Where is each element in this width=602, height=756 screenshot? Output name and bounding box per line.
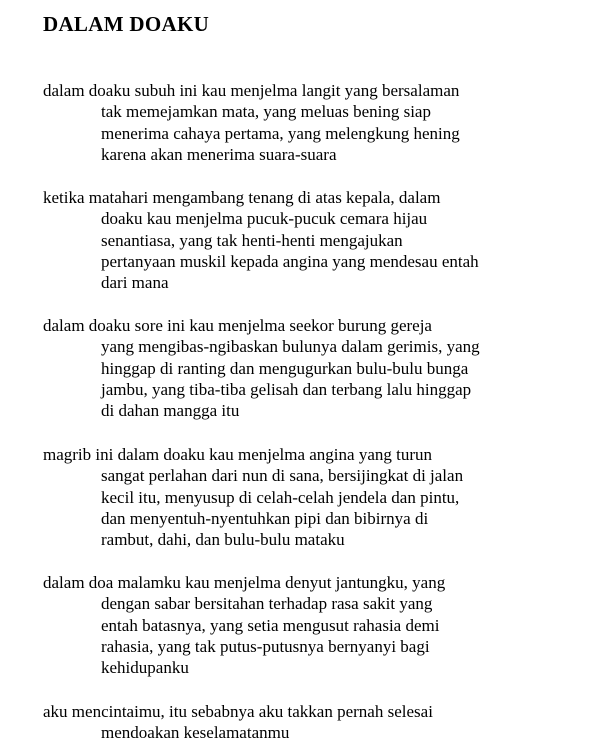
stanza-5 bbox=[43, 572, 583, 678]
stanza-4 bbox=[43, 444, 583, 550]
poem-line: jambu, yang tiba-tiba gelisah dan terbang lalu hinggap bbox=[101, 379, 472, 399]
poem-line: mendoakan keselamatanmu bbox=[101, 723, 290, 743]
poem-line: dalam doa malamku kau menjelma denyut jantungku, yang bbox=[43, 573, 446, 592]
poem-line: menerima cahaya pertama, yang melengkung hening bbox=[101, 123, 460, 143]
poem-line: entah batasnya, yang setia mengusut rahasia demi bbox=[101, 615, 440, 635]
poem-line: doaku kau menjelma pucuk-pucuk cemara hijau bbox=[101, 209, 428, 229]
poem-line: kehidupanku bbox=[101, 658, 189, 678]
poem-line: dengan sabar bersitahan terhadap rasa sakit yang bbox=[101, 594, 433, 614]
poem-line: rahasia, yang tak putus-putusnya bernyanyi bagi bbox=[101, 636, 430, 656]
poem-line: hinggap di ranting dan mengugurkan bulu-bulu bunga bbox=[101, 358, 469, 378]
poem-title: DALAM DOAKU bbox=[43, 12, 210, 36]
poem-line: yang mengibas-ngibaskan bulunya dalam gerimis, yang bbox=[101, 337, 480, 357]
poem-line: dari mana bbox=[101, 273, 169, 293]
poem-line: pertanyaan muskil kepada angina yang mendesau entah bbox=[101, 251, 479, 271]
stanza-6 bbox=[43, 701, 583, 744]
poem-line: tak memejamkan mata, yang meluas bening siap bbox=[101, 102, 431, 122]
poem-line: sangat perlahan dari nun di sana, bersijingkat di jalan bbox=[101, 466, 464, 486]
stanza-1 bbox=[43, 80, 583, 165]
poem-line: ketika matahari mengambang tenang di atas kepala, dalam bbox=[43, 188, 441, 207]
poem-line: senantiasa, yang tak henti-henti mengajukan bbox=[101, 230, 403, 250]
poem-line: karena akan menerima suara-suara bbox=[101, 144, 337, 164]
stanza-3 bbox=[43, 315, 583, 421]
poem-line: dalam doaku subuh ini kau menjelma langit yang bersalaman bbox=[43, 81, 460, 100]
poem-line: di dahan mangga itu bbox=[101, 401, 240, 421]
poem-line: dalam doaku sore ini kau menjelma seekor burung gereja bbox=[43, 316, 432, 335]
poem-line: aku mencintaimu, itu sebabnya aku takkan pernah selesai bbox=[43, 702, 433, 721]
poem-line: rambut, dahi, dan bulu-bulu mataku bbox=[101, 530, 345, 550]
stanza-2 bbox=[43, 187, 583, 293]
poem-line: dan menyentuh-nyentuhkan pipi dan bibirnya di bbox=[101, 508, 429, 528]
poem-line: kecil itu, menyusup di celah-celah jendela dan pintu, bbox=[101, 487, 460, 507]
poem-line: magrib ini dalam doaku kau menjelma angina yang turun bbox=[43, 445, 432, 464]
